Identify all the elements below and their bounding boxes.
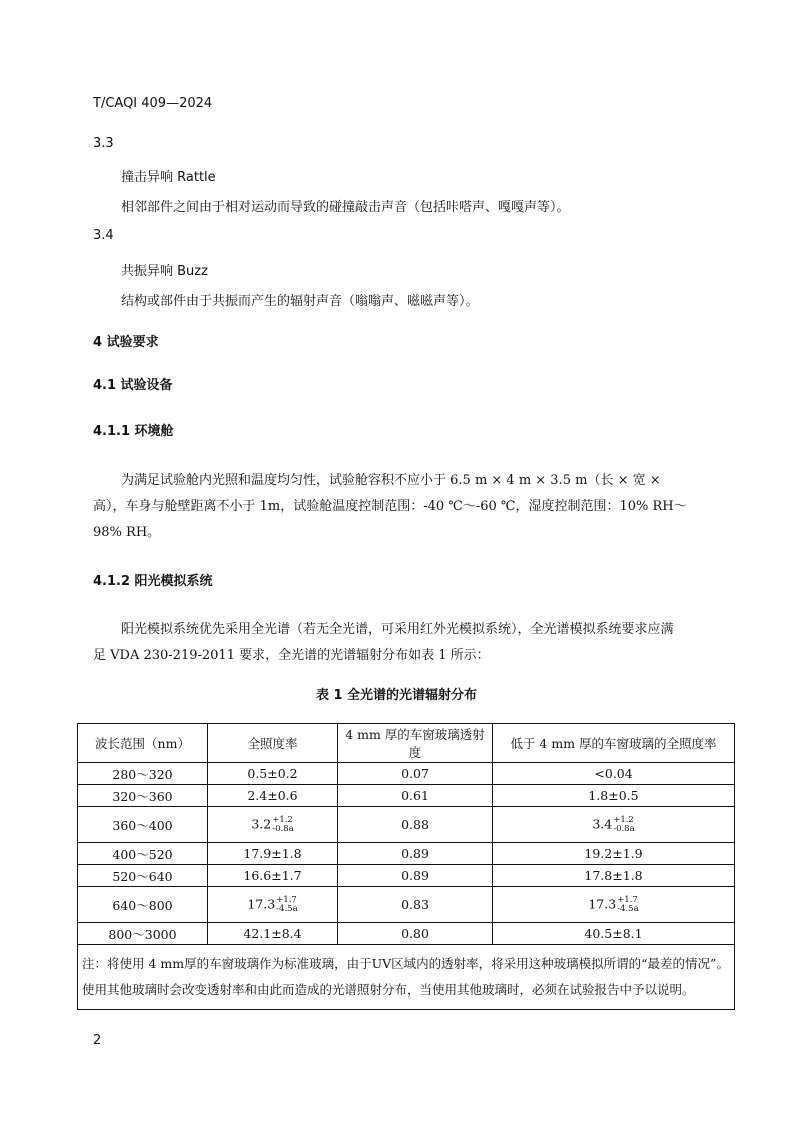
transmittance-cell: 0.83	[338, 887, 493, 923]
transmittance-cell: 0.89	[338, 865, 493, 887]
thin-glass-cell: 17.8±1.8	[493, 865, 735, 887]
thin-glass-cell: 19.2±1.9	[493, 843, 735, 865]
table-row	[78, 923, 735, 945]
tolerance-lower: -0.8a	[613, 823, 635, 834]
transmittance-cell: 0.61	[338, 785, 493, 807]
irradiance-cell: 0.5±0.2	[208, 763, 338, 785]
section-3-4-title: 共振异响 Buzz	[121, 264, 208, 279]
transmittance-cell: 0.80	[338, 923, 493, 945]
table-row	[78, 785, 735, 807]
page-number: 2	[93, 1033, 102, 1048]
irradiance-cell: 2.4±0.6	[208, 785, 338, 807]
irradiance-cell: 42.1±8.4	[208, 923, 338, 945]
table-row	[78, 865, 735, 887]
table-note: 注：将使用 4 mm厚的车窗玻璃作为标准玻璃，由于UV区域内的透射率，将采用这种玻璃模拟所谓的“最差的情况”。使用其他玻璃时会改变透射率和由此而造成的光谱照射分布，当使用其他玻璃时，必须在试验报告中予以说明。	[78, 945, 735, 1010]
wavelength-cell: 800～3000	[78, 923, 208, 945]
thin-glass-cell	[493, 887, 735, 923]
tolerance-upper: +1.7	[617, 894, 638, 905]
irradiance-cell: 17.9±1.8	[208, 843, 338, 865]
column-header-irradiance: 全照度率	[208, 724, 338, 763]
table-caption: 表 1 全光谱的光谱辐射分布	[315, 688, 478, 703]
column-header-thin-glass-irradiance: 低于 4 mm 厚的车窗玻璃的全照度率	[493, 724, 735, 763]
irradiance-tolerance	[272, 816, 293, 834]
irradiance-cell	[208, 807, 338, 843]
wavelength-cell: 400～520	[78, 843, 208, 865]
irradiance-base: 3.2	[251, 816, 272, 831]
document-code: T/CAQI 409—2024	[93, 96, 213, 111]
thin-glass-base: 3.4	[592, 816, 613, 831]
irradiance-cell	[208, 887, 338, 923]
table-row	[78, 887, 735, 923]
tolerance-upper: +1.2	[613, 814, 634, 825]
section-4-1-2-paragraph-line1: 阳光模拟系统优先采用全光谱（若无全光谱，可采用红外光模拟系统），全光谱模拟系统要求应满	[121, 622, 674, 637]
section-4-1-1-heading: 4.1.1 环境舱	[93, 424, 174, 439]
section-3-3-definition: 相邻部件之间由于相对运动而导致的碰撞敲击声音（包括咔嗒声、嘎嘎声等）。	[121, 200, 570, 215]
transmittance-cell: 0.88	[338, 807, 493, 843]
section-3-3-title: 撞击异响 Rattle	[121, 170, 216, 185]
transmittance-cell: 0.89	[338, 843, 493, 865]
section-4-1-1-paragraph-line1: 为满足试验舱内光照和温度均匀性，试验舱容积不应小于 6.5 m × 4 m × 3.5 m（长 × 宽 ×	[121, 473, 661, 488]
tolerance-lower: -4.5a	[276, 903, 298, 914]
section-3-4-definition: 结构或部件由于共振而产生的辐射声音（嗡嗡声、嗞嗞声等）。	[121, 294, 479, 309]
tolerance-lower: -4.5a	[617, 903, 639, 914]
wavelength-cell: 520～640	[78, 865, 208, 887]
section-4-1-2-paragraph-line2: 足 VDA 230-219-2011 要求，全光谱的光谱辐射分布如表 1 所示：	[93, 648, 490, 663]
tolerance-upper: +1.2	[272, 814, 293, 825]
section-4-heading: 4 试验要求	[93, 335, 159, 350]
section-4-1-heading: 4.1 试验设备	[93, 378, 173, 393]
irradiance-cell: 16.6±1.7	[208, 865, 338, 887]
section-4-1-1-paragraph-line3: 98% RH。	[93, 525, 161, 540]
table-row	[78, 763, 735, 785]
column-header-transmittance: 4 mm 厚的车窗玻璃透射度	[338, 724, 493, 763]
irradiance-base: 17.3	[247, 896, 276, 911]
spectral-distribution-table	[77, 723, 735, 1010]
thin-glass-cell: 40.5±8.1	[493, 923, 735, 945]
wavelength-cell: 320～360	[78, 785, 208, 807]
section-4-1-1-paragraph-line2: 高），车身与舱壁距离不小于 1m，试验舱温度控制范围：-40 ℃～-60 ℃，湿度控制范围：10% RH～	[93, 499, 687, 514]
section-4-1-2-heading: 4.1.2 阳光模拟系统	[93, 574, 213, 589]
table-row	[78, 843, 735, 865]
thin-glass-cell	[493, 807, 735, 843]
thin-glass-tolerance	[613, 816, 634, 834]
section-3-4-number: 3.4	[93, 228, 114, 243]
wavelength-cell: 280～320	[78, 763, 208, 785]
thin-glass-base: 17.3	[588, 896, 617, 911]
column-header-wavelength: 波长范围（nm）	[78, 724, 208, 763]
thin-glass-cell: 1.8±0.5	[493, 785, 735, 807]
irradiance-tolerance	[276, 896, 297, 914]
thin-glass-cell: <0.04	[493, 763, 735, 785]
table-row	[78, 807, 735, 843]
thin-glass-tolerance	[617, 896, 638, 914]
wavelength-cell: 360～400	[78, 807, 208, 843]
section-3-3-number: 3.3	[93, 136, 114, 151]
transmittance-cell: 0.07	[338, 763, 493, 785]
wavelength-cell: 640～800	[78, 887, 208, 923]
tolerance-upper: +1.7	[276, 894, 297, 905]
tolerance-lower: -0.8a	[272, 823, 294, 834]
